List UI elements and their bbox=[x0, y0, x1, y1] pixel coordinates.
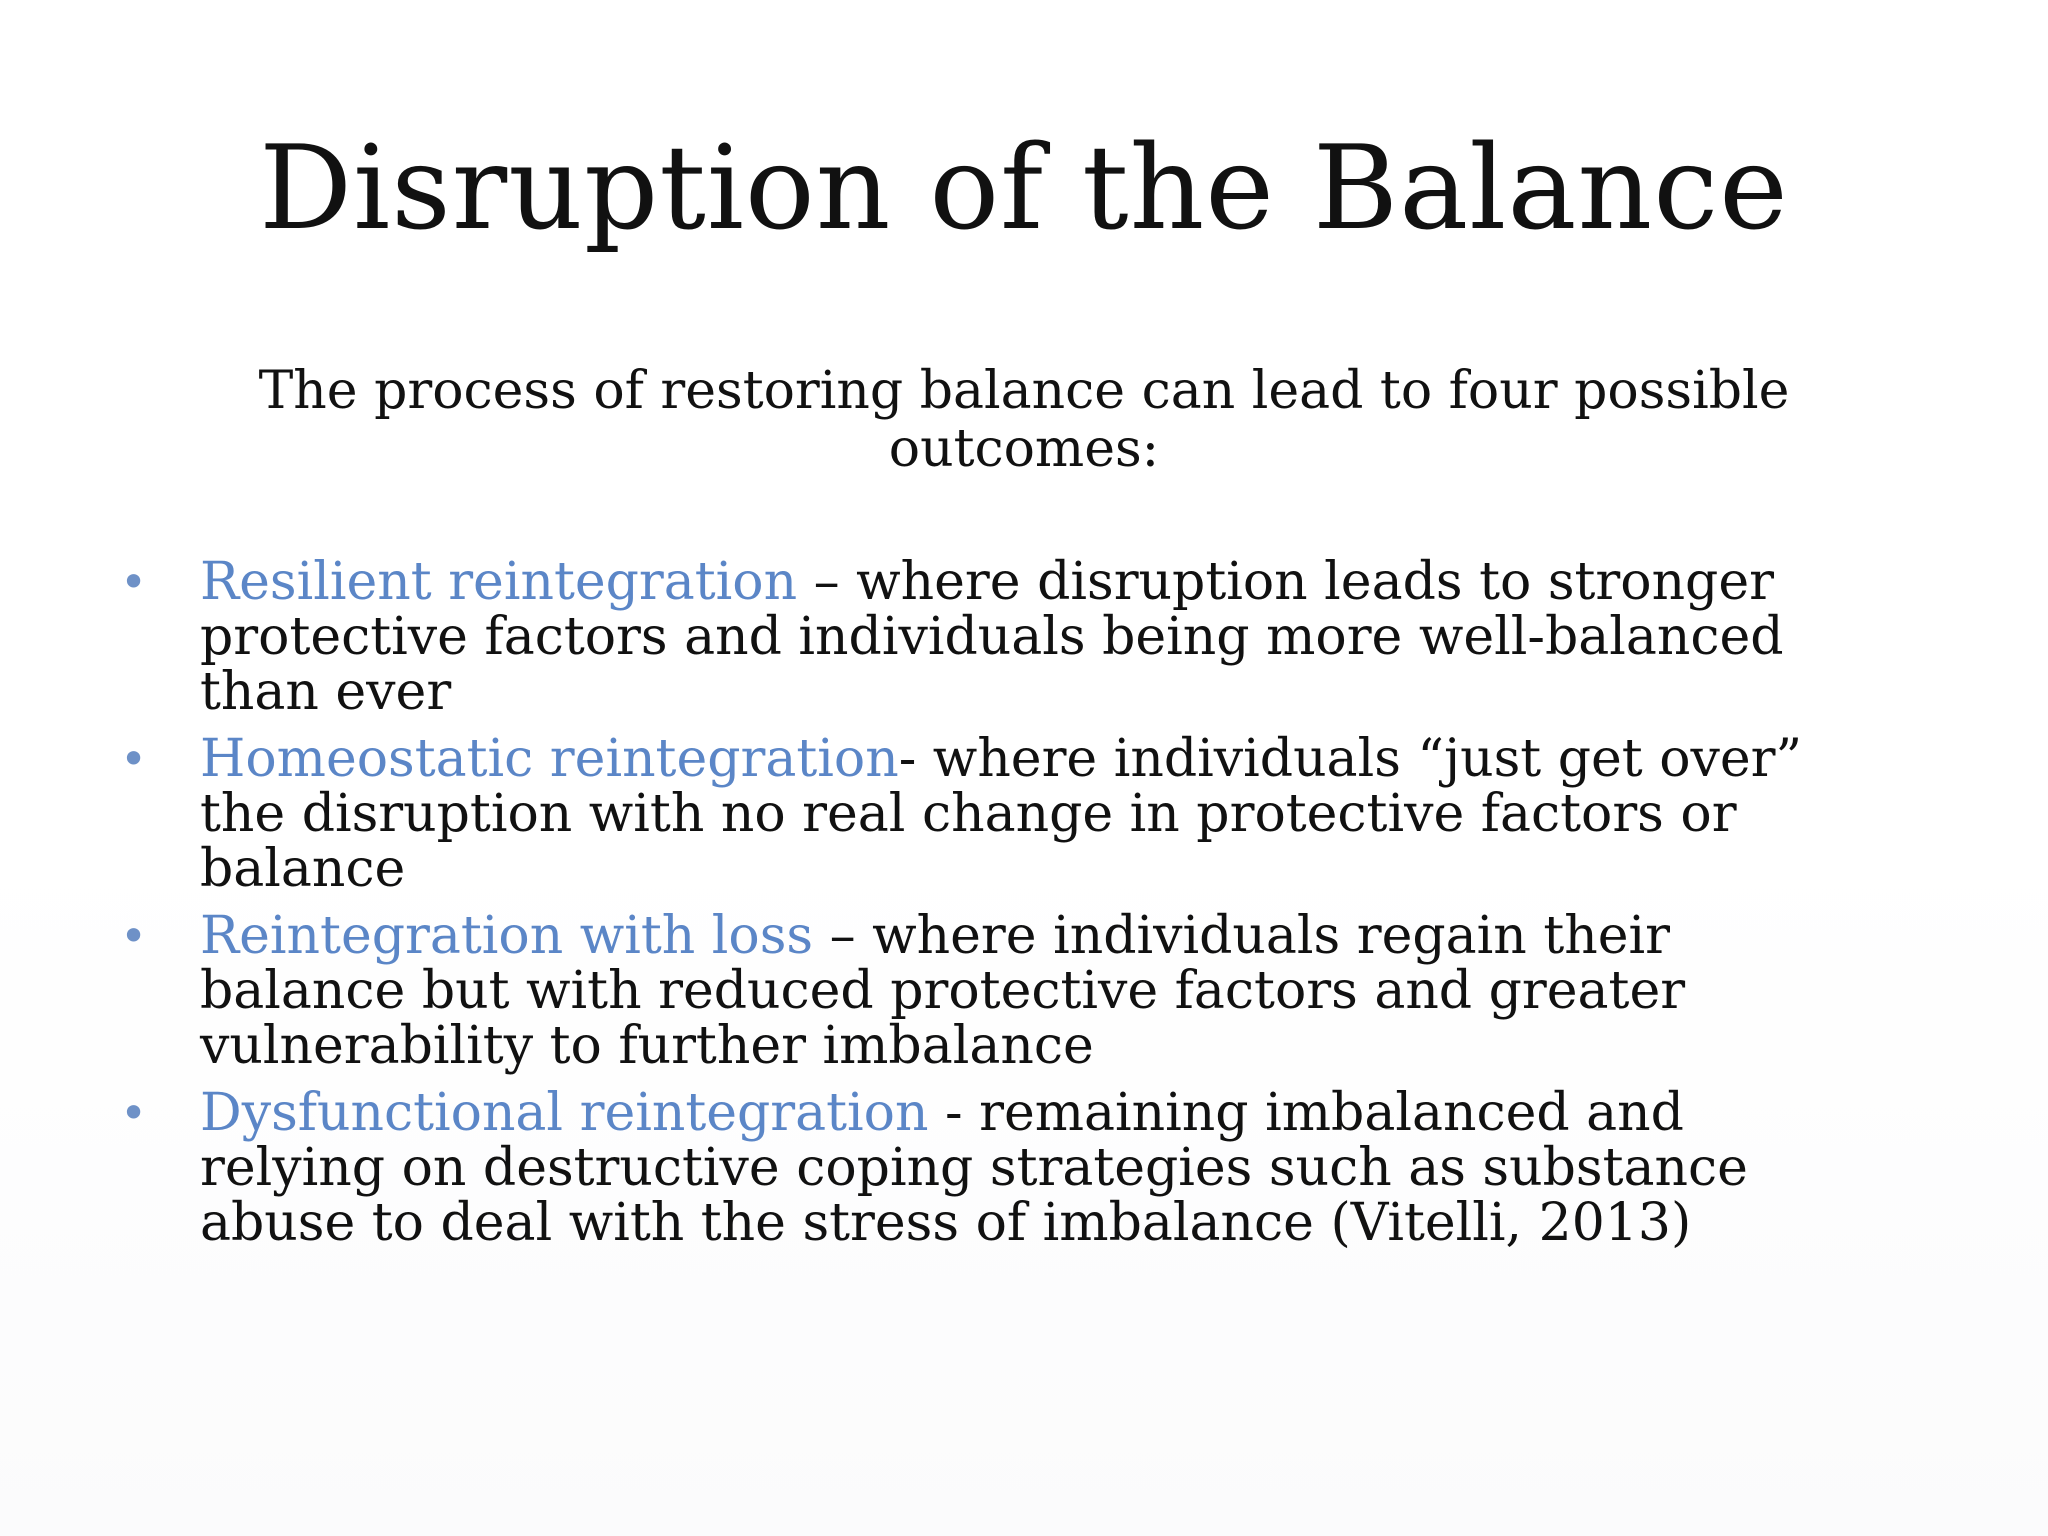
bullet-dot-icon: • bbox=[120, 555, 148, 609]
outcome-description: - where individuals “just get over” the disruption with no real change in protective factors or balance bbox=[200, 729, 1803, 899]
outcome-description: – where disruption leads to stronger protective factors and individuals being more well-balanced than ever bbox=[200, 552, 1784, 722]
outcome-term: Homeostatic reintegration bbox=[200, 729, 899, 789]
outcome-term: Reintegration with loss bbox=[200, 906, 814, 966]
outcome-description: – where individuals regain their balance but with reduced protective factors and greater vulnerability to further imbalance bbox=[200, 906, 1686, 1076]
outcome-item-loss bbox=[118, 906, 1878, 1076]
bullet-dot-icon: • bbox=[120, 1086, 148, 1140]
outcome-item-homeostatic bbox=[118, 729, 1878, 899]
outcome-item-resilient bbox=[118, 552, 1878, 722]
slide-intro: The process of restoring balance can lead to four possible outcomes: bbox=[258, 361, 1790, 479]
slide-title: Disruption of the Balance bbox=[259, 121, 1789, 256]
outcome-description: - remaining imbalanced and relying on destructive coping strategies such as substance abuse to deal with the stress of imbalance (Vitelli, 2013) bbox=[200, 1083, 1748, 1253]
bullet-dot-icon: • bbox=[120, 909, 148, 963]
bullet-dot-icon: • bbox=[120, 732, 148, 786]
outcome-term: Resilient reintegration bbox=[200, 552, 798, 612]
outcome-item-dysfunctional bbox=[118, 1083, 1878, 1253]
outcome-list bbox=[118, 552, 1878, 1263]
outcome-term: Dysfunctional reintegration bbox=[200, 1083, 929, 1143]
